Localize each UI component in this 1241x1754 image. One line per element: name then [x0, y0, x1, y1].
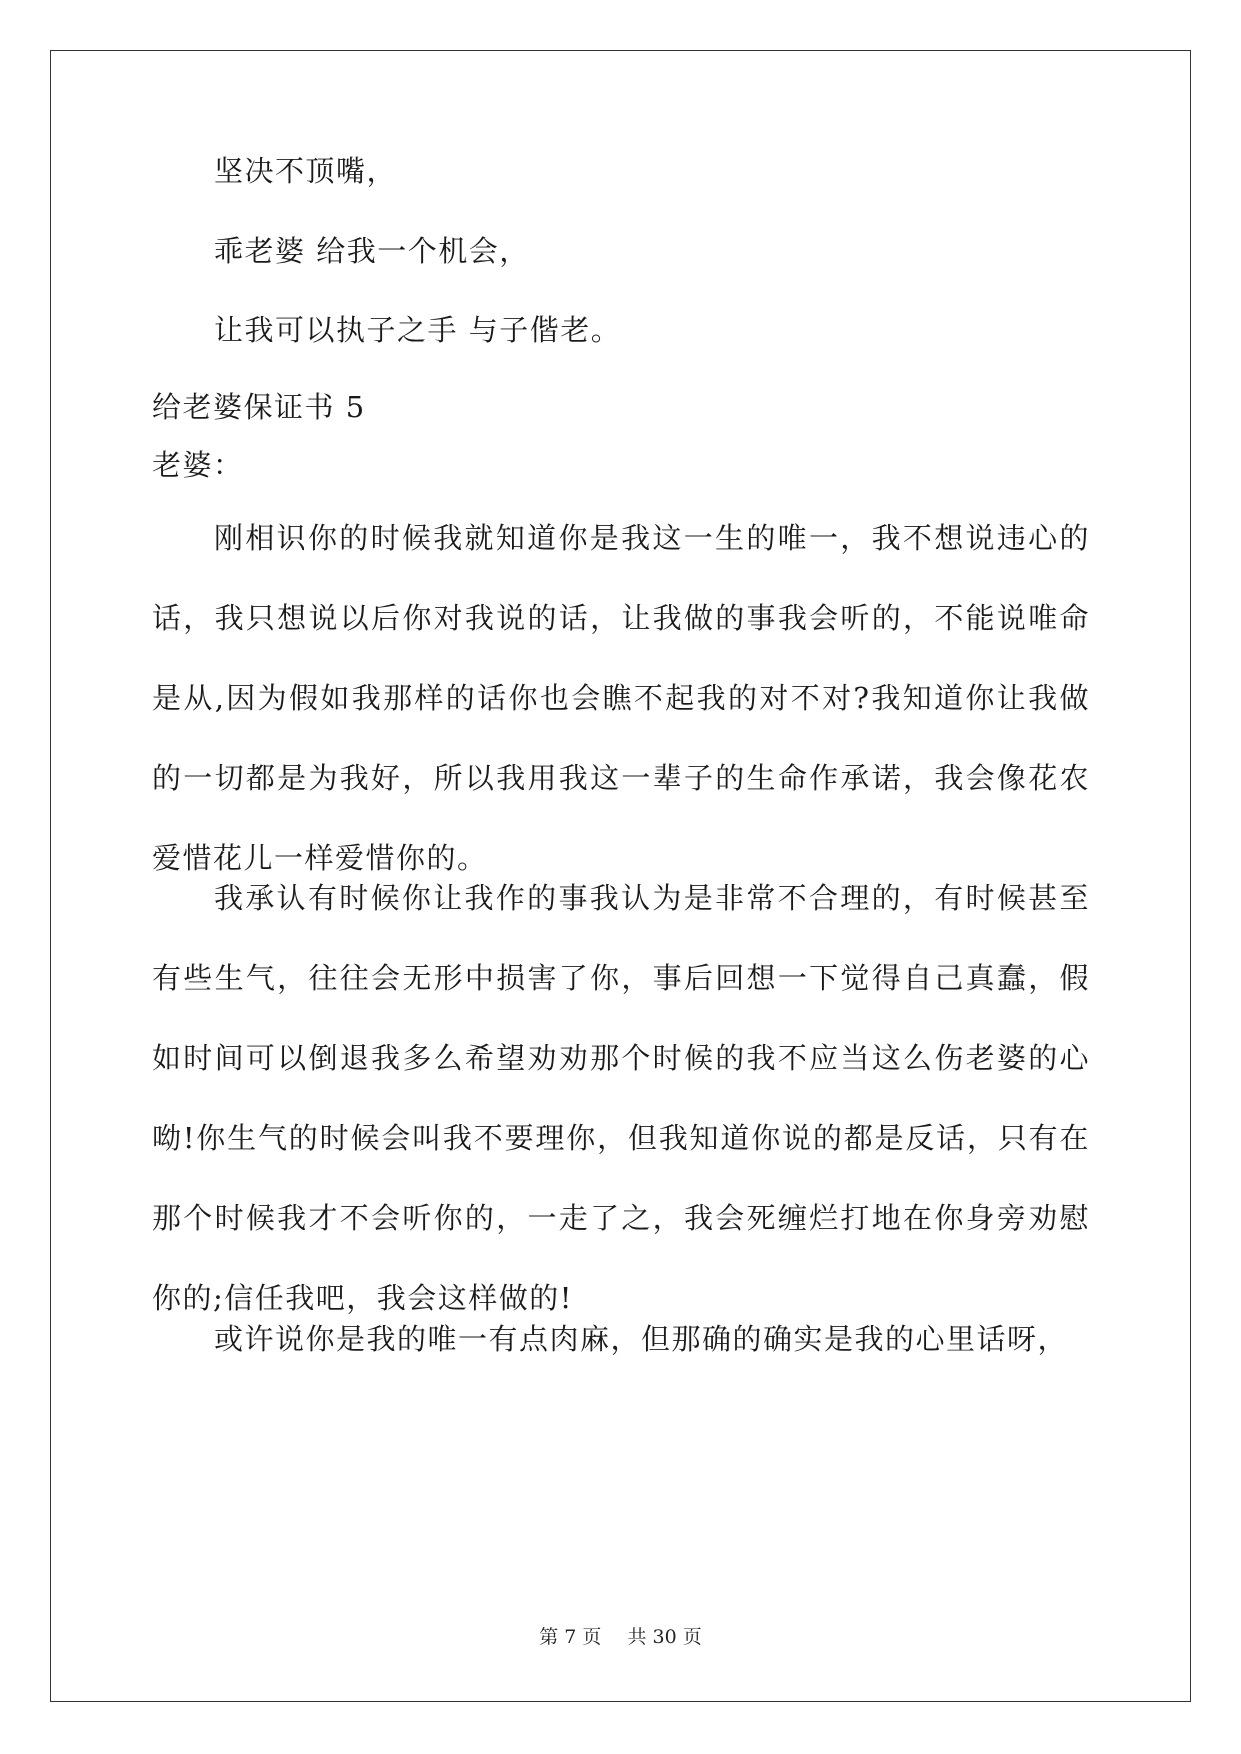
paragraph-3: 或许说你是我的唯一有点肉麻，但那确的确实是我的心里话呀， [214, 1322, 1069, 1356]
page-number: 第 7 页 [539, 1626, 602, 1648]
paragraph-2: 我承认有时候你让我作的事我认为是非常不合理的，有时候甚至有些生气，往往会无形中损害了你，事后回想一下觉得自己真蠢，假如时间可以倒退我多么希望劝劝那个时候的我不应当这么伤老婆的心呦!你生气的时候会叫我不要理你，但我知道你说的都是反话，只有在那个时候我才不会听你的，一走了之，我会死缠烂打地在你身旁劝慰你的;信任我吧，我会这样做的! [152, 881, 1090, 1315]
text-line-2: 乖老婆 给我一个机会， [214, 234, 530, 268]
section-heading: 给老婆保证书 5 [152, 390, 366, 424]
paragraph-1: 刚相识你的时候我就知道你是我这一生的唯一，我不想说违心的话，我只想说以后你对我说的话，让我做的事我会听的，不能说唯命是从,因为假如我那样的话你也会瞧不起我的对不对?我知道你让我做的一切都是为我好，所以我用我这一辈子的生命作承诺，我会像花农爱惜花儿一样爱惜你的。 [152, 521, 1090, 875]
text-line-3: 让我可以执子之手 与子偕老。 [214, 313, 622, 347]
page-footer [0, 1625, 1241, 1649]
salutation: 老婆： [152, 448, 244, 482]
page-total: 共 30 页 [627, 1626, 702, 1648]
text-line-1: 坚决不顶嘴， [214, 154, 398, 188]
